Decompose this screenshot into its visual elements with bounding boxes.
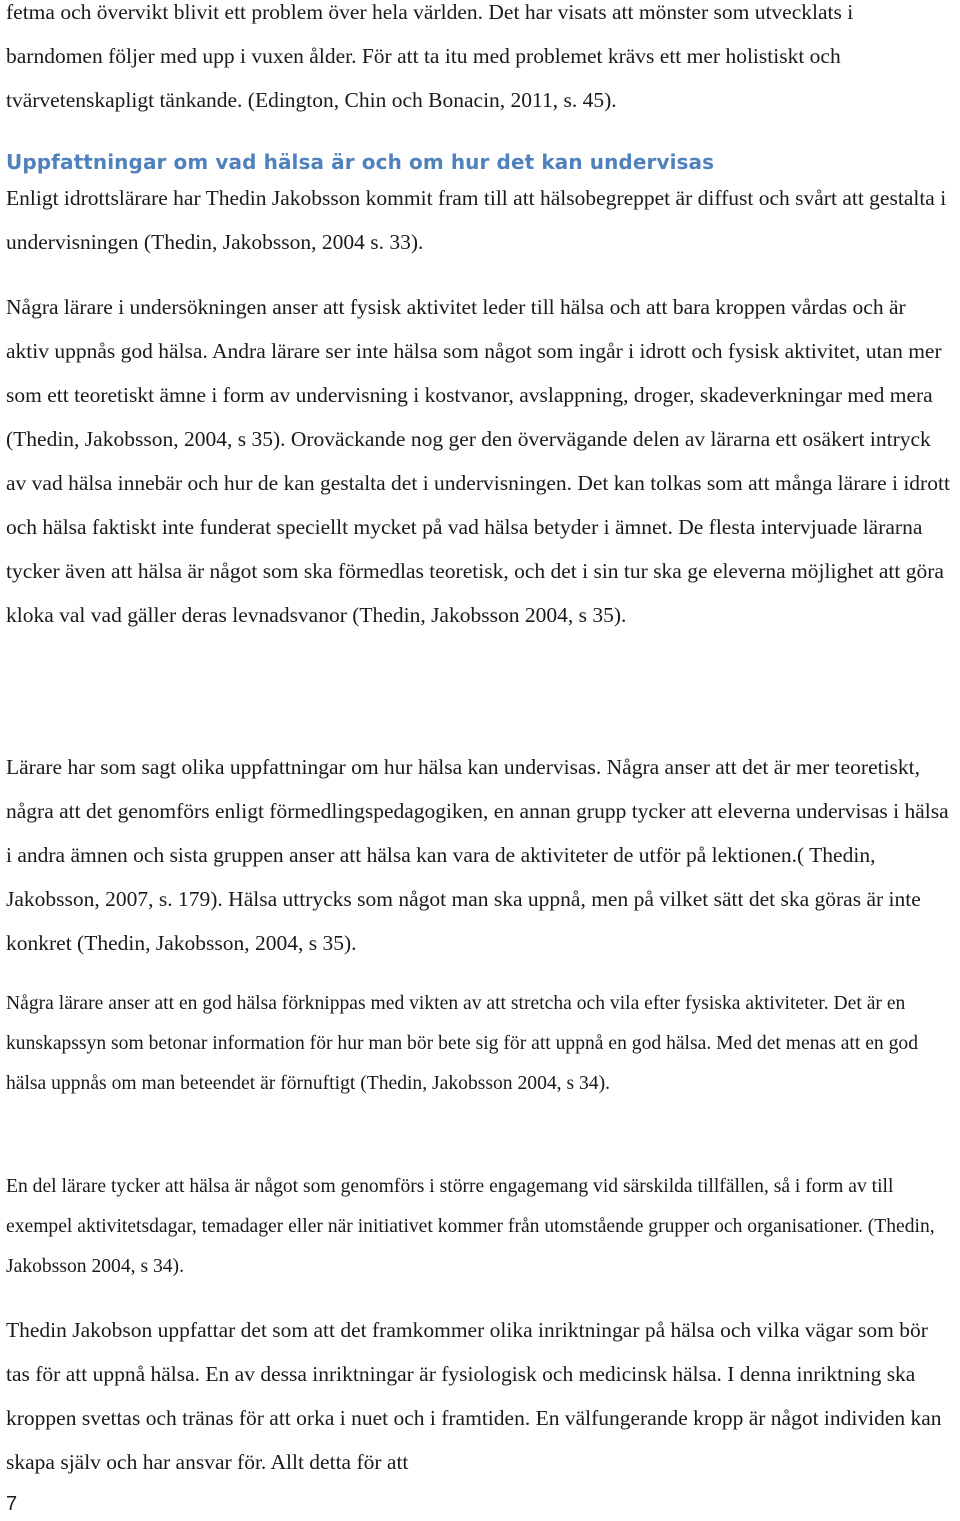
paragraph-7: Thedin Jakobson uppfattar det som att det framkommer olika inriktningar på hälsa och vilka vägar som bör tas för att uppnå hälsa. En av dessa inriktningar är fysiologisk och medicinsk hälsa. I denna inriktning ska kroppen svettas och tränas för att orka i nuet och i framtiden. En välfungerande kropp är något individen kan skapa själv och har ansvar för. Allt detta för att (6, 1318, 942, 1474)
paragraph-4: Lärare har som sagt olika uppfattningar om hur hälsa kan undervisas. Några anser att det är mer teoretiskt, några att det genomförs enligt förmedlingspedagogiken, en annan grupp tycker att eleverna undervisas i hälsa i andra ämnen och sista gruppen anser att hälsa kan vara de aktiviteter de utför på lektionen.( Thedin, Jakobsson, 2007, s. 179). Hälsa uttrycks som något man ska uppnå, men på vilket sätt det ska göras är inte konkret (Thedin, Jakobsson, 2004, s 35). (6, 755, 949, 955)
paragraph-3: Några lärare i undersökningen anser att fysisk aktivitet leder till hälsa och att bara kroppen vårdas och är aktiv uppnås god hälsa. Andra lärare ser inte hälsa som något som ingår i idrott och fysisk aktivitet, utan mer som ett teoretiskt ämne i form av undervisning i kostvanor, avslappning, droger, skadeverkningar med mera (Thedin, Jakobsson, 2004, s 35). Oroväckande nog ger den övervägande delen av lärarna ett osäkert intryck av vad hälsa innebär och hur de kan gestalta det i undervisningen. Det kan tolkas som att många lärare i idrott och hälsa faktiskt inte funderat speciellt mycket på vad hälsa betyder i ämnet. De flesta intervjuade lärarna tycker även att hälsa är något som ska förmedlas teoretisk, och det i sin tur ska ge eleverna möjlighet att göra kloka val vad gäller deras levnadsvanor (Thedin, Jakobsson 2004, s 35). (6, 295, 950, 627)
section-heading: Uppfattningar om vad hälsa är och om hur det kan undervisas (6, 150, 715, 174)
page-number: 7 (6, 1493, 18, 1515)
paragraph-1: fetma och övervikt blivit ett problem över hela världen. Det har visats att mönster som utvecklats i barndomen följer med upp i vuxen ålder. För att ta itu med problemet krävs ett mer holistiskt och tvärvetenskapligt tänkande. (Edington, Chin och Bonacin, 2011, s. 45). (6, 0, 854, 112)
paragraph-5: Några lärare anser att en god hälsa förknippas med vikten av att stretcha och vila efter fysiska aktiviteter. Det är en kunskapssyn som betonar information för hur man bör bete sig för att uppnå en god hälsa. Med det menas att en god hälsa uppnås om man beteendet är förnuftigt (Thedin, Jakobsson 2004, s 34). (6, 993, 918, 1094)
paragraph-6: En del lärare tycker att hälsa är något som genomförs i större engagemang vid särskilda tillfällen, så i form av till exempel aktivitetsdagar, temadager eller när initiativet kommer från utomstående grupper och organisationer. (Thedin, Jakobsson 2004, s 34). (6, 1176, 935, 1277)
paragraph-2: Enligt idrottslärare har Thedin Jakobsson kommit fram till att hälsobegreppet är diffust och svårt att gestalta i undervisningen (Thedin, Jakobsson, 2004 s. 33). (6, 186, 947, 254)
